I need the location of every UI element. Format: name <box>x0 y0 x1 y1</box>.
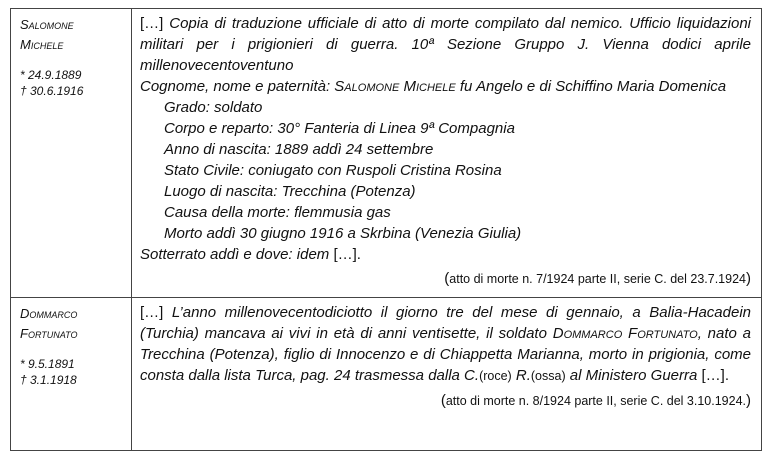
record-intro <box>140 13 751 76</box>
person-cell <box>11 298 132 450</box>
person-name: Michele <box>20 37 64 52</box>
record-field: Anno di nascita: 1889 addì 24 settembre <box>164 141 434 158</box>
surname-line: Cognome, nome e paternità: Salomone Michele fu Angelo e di Schiffino Maria Domenica <box>140 78 727 95</box>
record-field: Corpo e reparto: 30° Fanteria di Linea 9ª Compagnia <box>164 120 515 137</box>
record-field: Morto addì 30 giugno 1916 a Skrbina (Venezia Giulia) <box>164 225 522 242</box>
death-date: † 3.1.1918 <box>20 373 77 387</box>
intro-text: Copia di traduzione ufficiale di atto di morte compilato dal nemico. Ufficio liquidazioni militari per i prigionieri di guerra. 10ª Sezione Gruppo J. Vienna dodici aprile millenovecentoventuno <box>140 15 751 74</box>
death-date: † 30.6.1916 <box>20 84 84 98</box>
deceased-name: Salomone Michele <box>334 78 456 95</box>
ellipsis: […] <box>140 15 164 32</box>
records-table <box>10 8 762 451</box>
citation: (atto di morte n. 8/1924 parte II, serie C. del 3.10.1924.) <box>440 392 751 409</box>
record-field: Grado: soldato <box>164 99 263 116</box>
record-text-cell <box>132 9 761 297</box>
person-name: Salomone <box>20 17 74 32</box>
deceased-name: Dommarco Fortunato <box>552 325 698 342</box>
citation: (atto di morte n. 7/1924 parte II, serie C. del 23.7.1924) <box>444 270 751 287</box>
burial-line: Sotterrato addì e dove: idem […]. <box>140 246 361 263</box>
table-row <box>11 297 761 450</box>
person-name: Fortunato <box>20 326 78 341</box>
table-row <box>11 9 761 297</box>
birth-date: * 24.9.1889 <box>20 68 82 82</box>
record-text-cell <box>132 298 761 450</box>
person-cell <box>11 9 132 297</box>
record-field: Stato Civile: coniugato con Ruspoli Cristina Rosina <box>164 162 502 179</box>
birth-date: * 9.5.1891 <box>20 357 75 371</box>
record-body: […] L’anno millenovecentodiciotto il giorno tre del mese di gennaio, a Balia-Hacadein (Turchia) mancava ai vivi in età di anni ventisette, il soldato Dommarco Fortunato, nato a Trecchina (Potenza), figlio di Innocenzo e di Chiappetta Marianna, morto in prigionia, come consta dalla lista Turca, pag. 24 trasmessa dalla C.(roce) R.(ossa) al Ministero Guerra […]. <box>140 304 751 384</box>
person-name: Dommarco <box>20 306 78 321</box>
record-field: Causa della morte: flemmusia gas <box>164 204 391 221</box>
record-field: Luogo di nascita: Trecchina (Potenza) <box>164 183 416 200</box>
